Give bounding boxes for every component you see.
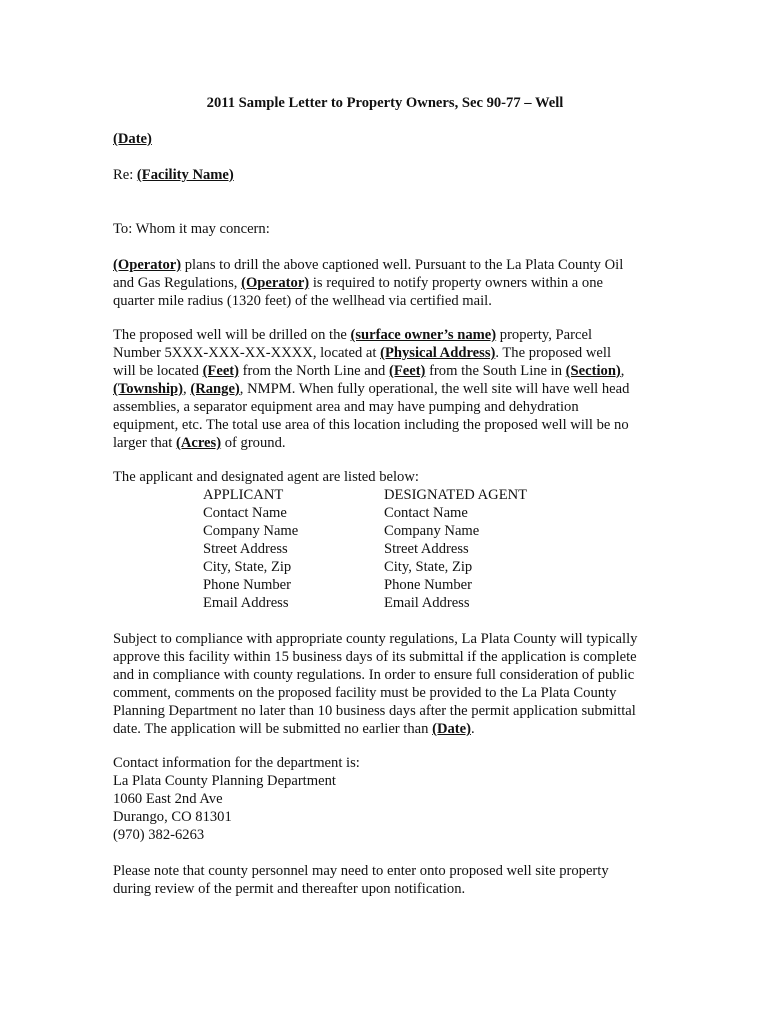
text: during review of the permit and thereafter upon notification. [113,881,466,897]
text: approve this facility within 15 business days of its submittal if the application is complete [113,649,637,665]
acres-field: (Acres) [175,435,222,451]
agents-row [203,504,623,522]
township-field: (Township) [113,381,184,397]
date-field: (Date) [432,721,471,737]
text: , [620,363,625,379]
date-line [113,130,673,148]
agent-field: Company Name [384,523,480,539]
agent-field: City, State, Zip [384,559,473,575]
applicant-field: Contact Name [203,505,287,521]
contact-street: 1060 East 2nd Ave [113,791,223,807]
text: Subject to compliance with appropriate county regulations, La Plata County will typically [113,631,638,647]
text: will be located [113,363,203,379]
facility-name-field: (Facility Name) [136,167,234,183]
text: comment, comments on the proposed facility must be provided to the La Plata County [113,685,617,701]
text: plans to drill the above captioned well. Pursuant to the La Plata County Oil [181,257,624,273]
applicant-field: Email Address [203,595,289,611]
agent-header: DESIGNATED AGENT [384,487,528,503]
text: larger that [113,435,176,451]
text: property, Parcel [496,327,593,343]
re-prefix: Re: [113,167,137,183]
text: The proposed well will be drilled on the [113,327,351,343]
operator-field: (Operator) [113,257,182,273]
agents-row [203,576,623,594]
paragraph-compliance [113,630,673,738]
contact-city: Durango, CO 81301 [113,809,232,825]
agent-field: Phone Number [384,577,472,593]
text: from the South Line in [425,363,566,379]
text: and in compliance with county regulations. In order to ensure full consideration of public [113,667,635,683]
paragraph-location [113,326,673,452]
applicant-header: APPLICANT [203,487,284,503]
paragraph-access [113,862,673,898]
text: date. The application will be submitted no earlier than [113,721,433,737]
agent-field: Contact Name [384,505,468,521]
text: Planning Department no later than 10 business days after the permit application submittal [113,703,636,719]
contact-intro: Contact information for the department is: [113,755,360,771]
text: from the North Line and [239,363,389,379]
text: equipment, etc. The total use area of this location including the proposed well will be no [113,417,629,433]
agents-intro: The applicant and designated agent are listed below: [113,469,419,485]
feet-field: (Feet) [202,363,240,379]
agents-row [203,558,623,576]
operator-field: (Operator) [241,275,310,291]
document-title: 2011 Sample Letter to Property Owners, Sec 90-77 – Well [206,95,564,111]
range-field: (Range) [190,381,240,397]
contact-phone: (970) 382-6263 [113,827,205,843]
text: assemblies, a separator equipment area and may have pumping and dehydration [113,399,579,415]
applicant-field: Street Address [203,541,288,557]
text: is required to notify property owners within a one [309,275,604,291]
paragraph-operator [113,256,673,310]
text: of ground. [221,435,286,451]
text: quarter mile radius (1320 feet) of the wellhead via certified mail. [113,293,492,309]
applicant-field: City, State, Zip [203,559,292,575]
text: . The proposed well [495,345,612,361]
surface-owner-field: (surface owner’s name) [350,327,497,343]
text: Please note that county personnel may need to enter onto proposed well site property [113,863,609,879]
section-field: (Section) [565,363,621,379]
contact-department: La Plata County Planning Department [113,773,336,789]
re-line [113,166,673,184]
text: , [183,381,191,397]
text: , NMPM. When fully operational, the well site will have well head [239,381,630,397]
salutation: To: Whom it may concern: [113,221,270,237]
date-field: (Date) [113,131,152,147]
contact-info [113,754,673,844]
text: . [470,721,475,737]
applicant-field: Company Name [203,523,299,539]
agents-row [203,594,623,612]
agent-field: Street Address [384,541,469,557]
agents-row [203,522,623,540]
applicant-field: Phone Number [203,577,291,593]
agents-row [203,540,623,558]
physical-address-field: (Physical Address) [380,345,496,361]
text: Number 5XXX-XXX-XX-XXXX, located at [113,345,381,361]
text: and Gas Regulations, [113,275,242,291]
agent-field: Email Address [384,595,470,611]
agents-header-row [203,486,623,504]
feet-field: (Feet) [388,363,426,379]
agents-table [203,486,623,612]
